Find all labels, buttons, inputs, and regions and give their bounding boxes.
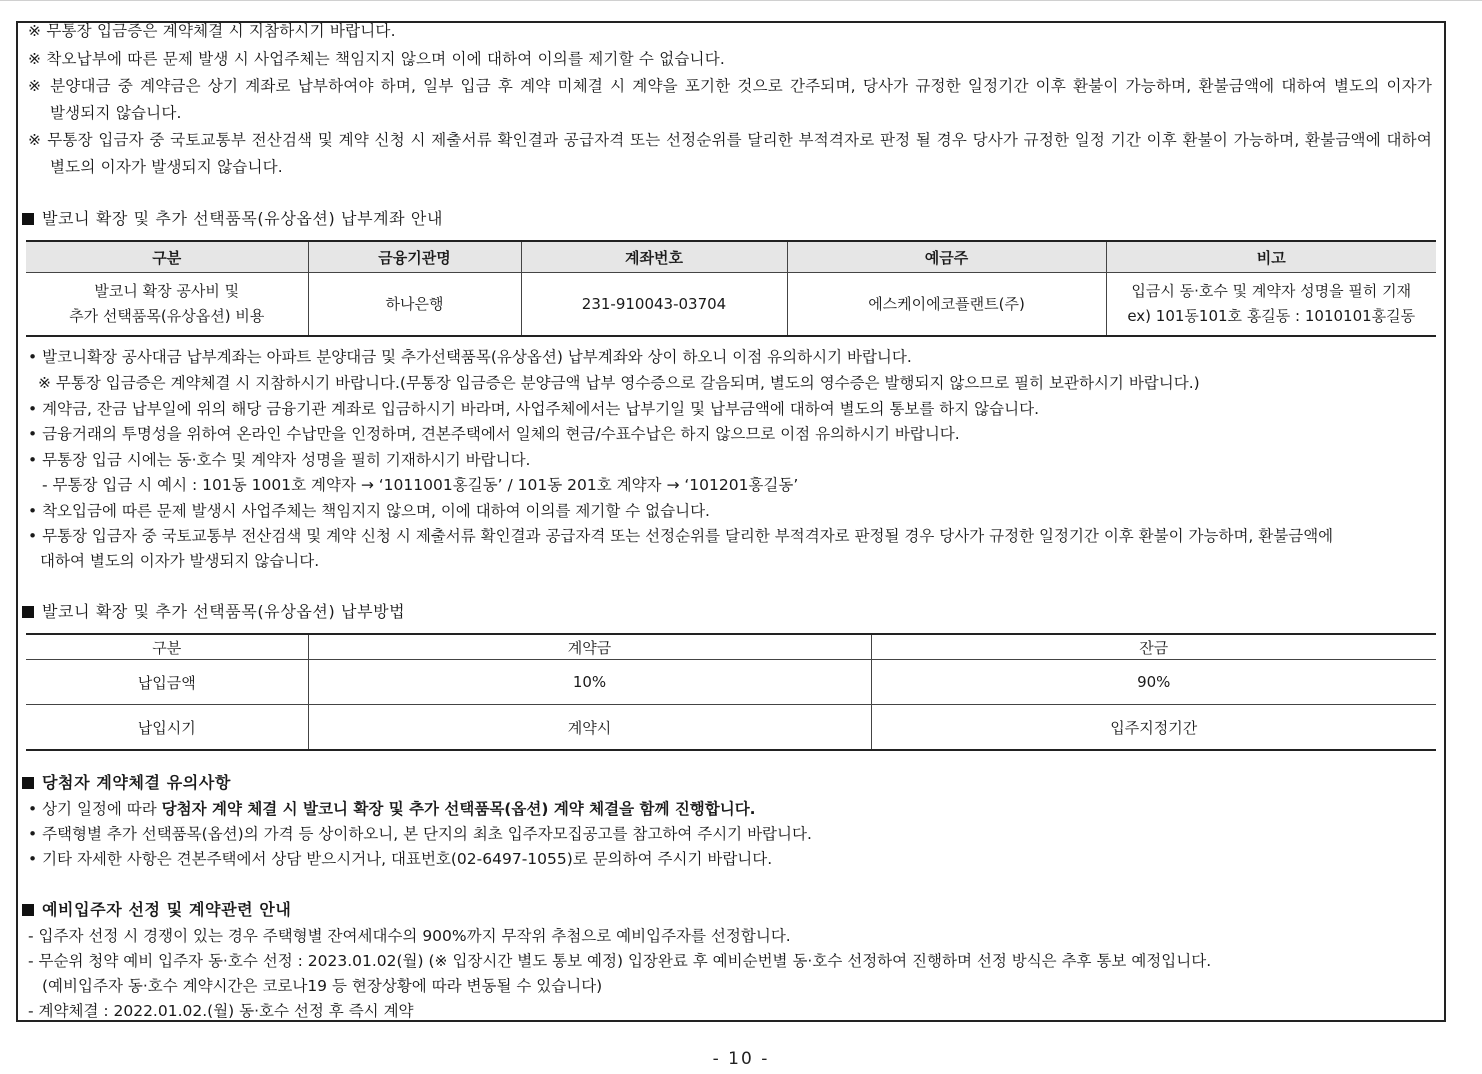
payment-table	[26, 633, 1436, 751]
account-note: • 계약금, 잔금 납부일에 위의 해당 금융기관 계좌로 입금하시기 바라며, 사업주체에서는 납부기일 및 납부금액에 대하여 별도의 통보를 하지 않습니다.	[28, 400, 1039, 418]
category-line: 발코니 확장 공사비 및	[94, 282, 240, 300]
document-frame	[16, 21, 1446, 1022]
account-note: ※ 무통장 입금증은 계약체결 시 지참하시기 바랍니다.(무통장 입금증은 분양금액 납부 영수증으로 갈음되며, 별도의 영수증은 발행되지 않으므로 필히 보관하시기 바랍니다.)	[38, 374, 1200, 392]
table-cell: 10%	[308, 660, 871, 705]
winner-note: • 기타 자세한 사항은 견본주택에서 상담 받으시거나, 대표번호(02-6497-1055)로 문의하여 주시기 바랍니다.	[28, 850, 773, 868]
note-line: 별도의 이자가 발생되지 않습니다.	[50, 158, 283, 176]
table-row	[26, 273, 1436, 337]
remark-cell	[1106, 273, 1436, 337]
header-cell: 금융기관명	[308, 241, 521, 273]
header-cell: 계약금	[308, 634, 871, 660]
note-prefix: • 상기 일정에 따라	[28, 800, 162, 818]
reserve-note: - 무순위 청약 예비 입주자 동·호수 선정 : 2023.01.02(월) (※ 입장시간 별도 통보 예정) 입장완료 후 예비순번별 동·호수 선정하여 진행하며 선정 방식은 추후 통보 예정입니다.	[28, 952, 1212, 970]
square-bullet-icon	[22, 777, 34, 789]
remark-line: ex) 101동101호 홍길동 : 1010101홍길동	[1127, 307, 1416, 325]
account-note: • 착오입금에 따른 문제 발생시 사업주체는 책임지지 않으며, 이에 대하여 이의를 제기할 수 없습니다.	[28, 502, 710, 520]
section-title: 당첨자 계약체결 유의사항	[42, 773, 231, 792]
table-header-row	[26, 634, 1436, 660]
table-cell: 계약시	[308, 705, 871, 751]
note-line: ※ 무통장 입금증은 계약체결 시 지참하시기 바랍니다.	[28, 22, 396, 40]
account-table	[26, 240, 1436, 337]
winner-note	[28, 799, 756, 819]
holder-cell: 에스케이에코플랜트(주)	[787, 273, 1106, 337]
table-cell: 90%	[871, 660, 1436, 705]
section-heading-reserve	[22, 900, 291, 920]
section-heading-account	[22, 209, 443, 229]
account-note: - 무통장 입금 시 예시 : 101동 1001호 계약자 → ‘1011001홍길동’ / 101동 201호 계약자 → ‘101201홍길동’	[42, 476, 799, 494]
account-note: • 발코니확장 공사대금 납부계좌는 아파트 분양대금 및 추가선택품목(유상옵션) 납부계좌와 상이 하오니 이점 유의하시기 바랍니다.	[28, 348, 912, 366]
account-note: • 금융거래의 투명성을 위하여 온라인 수납만을 인정하며, 견본주택에서 일체의 현금/수표수납은 하지 않으므로 이점 유의하시기 바랍니다.	[28, 425, 960, 443]
table-row	[26, 660, 1436, 705]
note-line: 발생되지 않습니다.	[50, 104, 182, 122]
account-note: • 무통장 입금 시에는 동·호수 및 계약자 성명을 필히 기재하시기 바랍니다.	[28, 451, 531, 469]
remark-line: 입금시 동·호수 및 계약자 성명을 필히 기재	[1131, 282, 1412, 300]
header-cell: 예금주	[787, 241, 1106, 273]
header-cell: 비고	[1106, 241, 1436, 273]
table-header-row	[26, 241, 1436, 273]
section-title: 예비입주자 선정 및 계약관련 안내	[42, 900, 292, 919]
table-row	[26, 705, 1436, 751]
reserve-note: - 계약체결 : 2022.01.02.(월) 동·호수 선정 후 즉시 계약	[28, 1002, 414, 1020]
table-cell: 입주지정기간	[871, 705, 1436, 751]
header-cell: 잔금	[871, 634, 1436, 660]
section-heading-winner	[22, 773, 231, 793]
square-bullet-icon	[22, 213, 34, 225]
header-cell: 계좌번호	[521, 241, 787, 273]
reserve-note: - 입주자 선정 시 경쟁이 있는 경우 주택형별 잔여세대수의 900%까지 무작위 추첨으로 예비입주자를 선정합니다.	[28, 927, 791, 945]
bank-cell: 하나은행	[308, 273, 521, 337]
section-title: 발코니 확장 및 추가 선택품목(유상옵션) 납부계좌 안내	[42, 209, 444, 228]
page-top-edge	[0, 0, 1482, 1]
square-bullet-icon	[22, 606, 34, 618]
table-cell: 납입시기	[137, 718, 196, 737]
note-line: ※ 무통장 입금자 중 국토교통부 전산검색 및 계약 신청 시 제출서류 확인결과 공급자격 또는 선정순위를 달리한 부적격자로 판정 될 경우 당사가 규정한 일정 기간 이후 환불이 가능하며, 환불금액에 대하여	[28, 131, 1432, 149]
section-title: 발코니 확장 및 추가 선택품목(유상옵션) 납부방법	[42, 602, 406, 621]
account-note: • 무통장 입금자 중 국토교통부 전산검색 및 계약 신청 시 제출서류 확인결과 공급자격 또는 선정순위를 달리한 부적격자로 판정될 경우 당사가 규정한 일정기간 이후 환불이 가능하며, 환불금액에	[28, 527, 1334, 545]
category-cell	[26, 273, 308, 337]
table-cell: 납입금액	[26, 660, 308, 705]
note-line: ※ 분양대금 중 계약금은 상기 계좌로 납부하여야 하며, 일부 입금 후 계약 미체결 시 계약을 포기한 것으로 간주되며, 당사가 규정한 일정기간 이후 환불이 가능하며, 환불금액에 대하여 별도의 이자가	[28, 77, 1432, 95]
account-number-cell: 231-910043-03704	[521, 273, 787, 337]
header-cell: 구분	[26, 241, 308, 273]
winner-note: • 주택형별 추가 선택품목(옵션)의 가격 등 상이하오니, 본 단지의 최초 입주자모집공고를 참고하여 주시기 바랍니다.	[28, 825, 812, 843]
reserve-note: (예비입주자 동·호수 계약시간은 코로나19 등 현장상황에 따라 변동될 수 있습니다)	[42, 977, 603, 995]
header-cell: 구분	[26, 634, 308, 660]
square-bullet-icon	[22, 904, 34, 916]
category-line: 추가 선택품목(유상옵션) 비용	[69, 307, 265, 325]
page-number: - 10 -	[712, 1049, 770, 1069]
note-line: ※ 착오납부에 따른 문제 발생 시 사업주체는 책임지지 않으며 이에 대하여 이의를 제기할 수 없습니다.	[28, 50, 726, 68]
account-note: 대하여 별도의 이자가 발생되지 않습니다.	[40, 552, 320, 570]
section-heading-payment	[22, 602, 405, 622]
note-emphasis: 당첨자 계약 체결 시 발코니 확장 및 추가 선택품목(옵션) 계약 체결을 함께 진행합니다.	[161, 800, 756, 818]
